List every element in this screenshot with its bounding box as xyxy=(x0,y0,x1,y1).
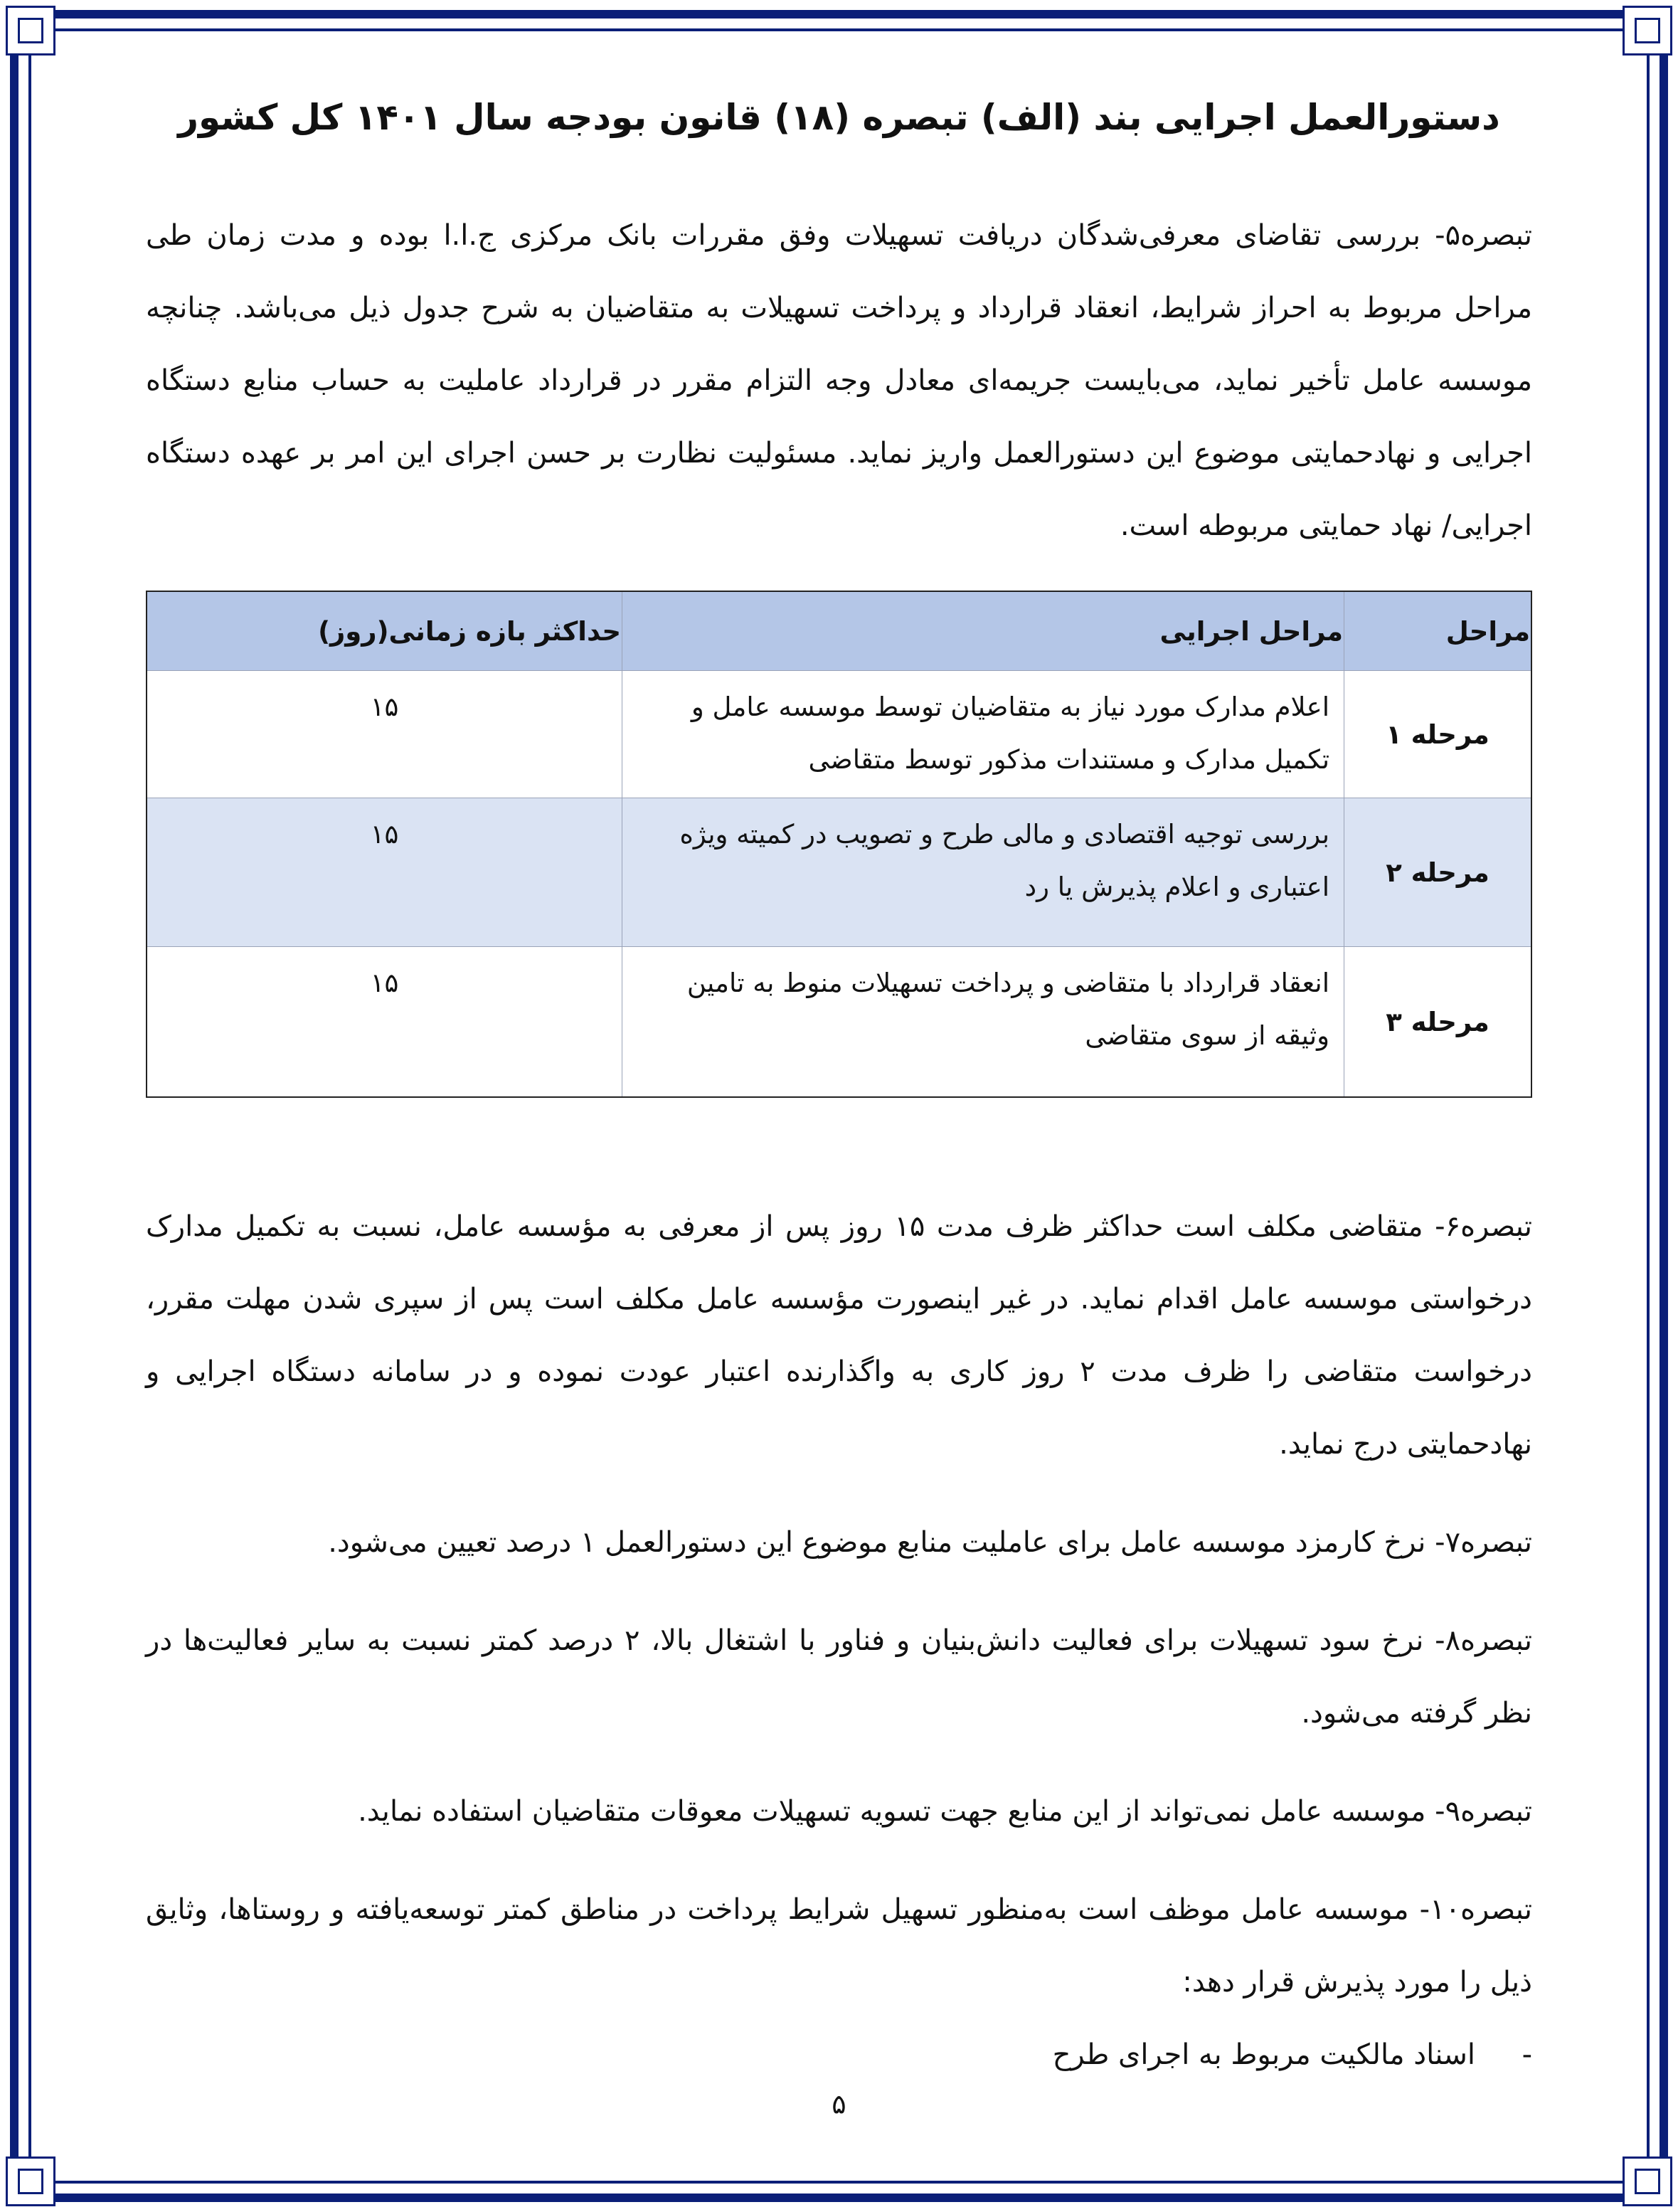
stage-description: اعلام مدارک مورد نیاز به متقاضیان توسط موسسه عامل و تکمیل مدارک و مستندات مذکور توسط متقاضی xyxy=(622,671,1344,798)
page-number: ۵ xyxy=(832,2088,846,2120)
table-row xyxy=(147,671,1531,798)
stage-description: بررسی توجیه اقتصادی و مالی طرح و تصویب در کمیته ویژه اعتباری و اعلام پذیرش یا رد xyxy=(622,798,1344,947)
header-stage: مراحل xyxy=(1344,591,1532,671)
stage-cell: مرحله ۲ xyxy=(1344,798,1532,947)
corner-ornament xyxy=(1623,6,1672,55)
paragraph-t7: تبصره۷- نرخ کارمزد موسسه عامل برای عاملیت منابع موضوع این دستورالعمل ۱ درصد تعیین می‌شود. xyxy=(328,1526,1532,1559)
corner-ornament xyxy=(6,2157,55,2206)
paragraph-t8: تبصره۸- نرخ سود تسهیلات برای فعالیت دانش‌بنیان و فناور با اشتغال بالا، ۲ درصد کمتر نسبت به سایر فعالیت‌ها در نظر گرفته می‌شود. xyxy=(146,1624,1532,1730)
paragraph-t10: تبصره۱۰- موسسه عامل موظف است به‌منظور تسهیل شرایط پرداخت در مناطق کمتر توسعه‌یافته و روستاها، وثایق ذیل را مورد پذیرش قرار دهد: xyxy=(146,1893,1532,1999)
corner-ornament xyxy=(1623,2157,1672,2206)
table-row xyxy=(147,798,1531,947)
stages-table xyxy=(146,591,1532,1098)
document-body xyxy=(146,92,1532,2091)
header-steps: مراحل اجرایی xyxy=(622,591,1344,671)
table-row xyxy=(147,947,1531,1098)
list-item: - اسناد مالکیت مربوط به اجرای طرح xyxy=(146,2018,1532,2091)
paragraph-t9: تبصره۹- موسسه عامل نمی‌تواند از این منابع جهت تسویه تسهیلات معوقات متقاضیان استفاده نماید. xyxy=(358,1795,1532,1828)
corner-ornament xyxy=(6,6,55,55)
header-max-days: حداکثر بازه زمانی(روز) xyxy=(147,591,622,671)
stage-description: انعقاد قرارداد با متقاضی و پرداخت تسهیلات منوط به تامین وثیقه از سوی متقاضی xyxy=(622,947,1344,1098)
document-title: دستورالعمل اجرایی بند (الف) تبصره (۱۸) قانون بودجه سال ۱۴۰۱ کل کشور xyxy=(178,97,1500,138)
max-days-cell: ۱۵ xyxy=(147,798,622,947)
paragraph-t5: تبصره۵- بررسی تقاضای معرفی‌شدگان دریافت تسهیلات وفق مقررات بانک مرکزی ج.ا.ا بوده و مدت زمان طی مراحل مربوط به احراز شرایط، انعقاد قرارداد و پرداخت تسهیلات به متقاضیان به شرح جدول ذیل می‌باشد. چنانچه موسسه عامل تأخیر نماید، می‌بایست جریمه‌ای معادل وجه التزام مقرر در قرارداد عاملیت به حساب منابع دستگاه اجرایی و نهادحمایتی موضوع این دستورالعمل واریز نماید. مسئولیت نظارت بر حسن اجرای این امر بر عهده دستگاه اجرایی/ نهاد حمایتی مربوطه است. xyxy=(146,219,1532,542)
table-header-row xyxy=(147,591,1531,671)
max-days-cell: ۱۵ xyxy=(147,947,622,1098)
max-days-cell: ۱۵ xyxy=(147,671,622,798)
collateral-list xyxy=(146,2018,1532,2091)
stage-cell: مرحله ۱ xyxy=(1344,671,1532,798)
stage-cell: مرحله ۳ xyxy=(1344,947,1532,1098)
paragraph-t6: تبصره۶- متقاضی مکلف است حداکثر ظرف مدت ۱۵ روز پس از معرفی به مؤسسه عامل، نسبت به تکمیل مدارک درخواستی موسسه عامل اقدام نماید. در غیر اینصورت مؤسسه عامل مکلف است پس از سپری شدن مهلت مقرر، درخواست متقاضی را ظرف مدت ۲ روز کاری به واگذارنده اعتبار عودت نموده و در سامانه دستگاه اجرایی و نهادحمایتی درج نماید. xyxy=(146,1210,1533,1461)
